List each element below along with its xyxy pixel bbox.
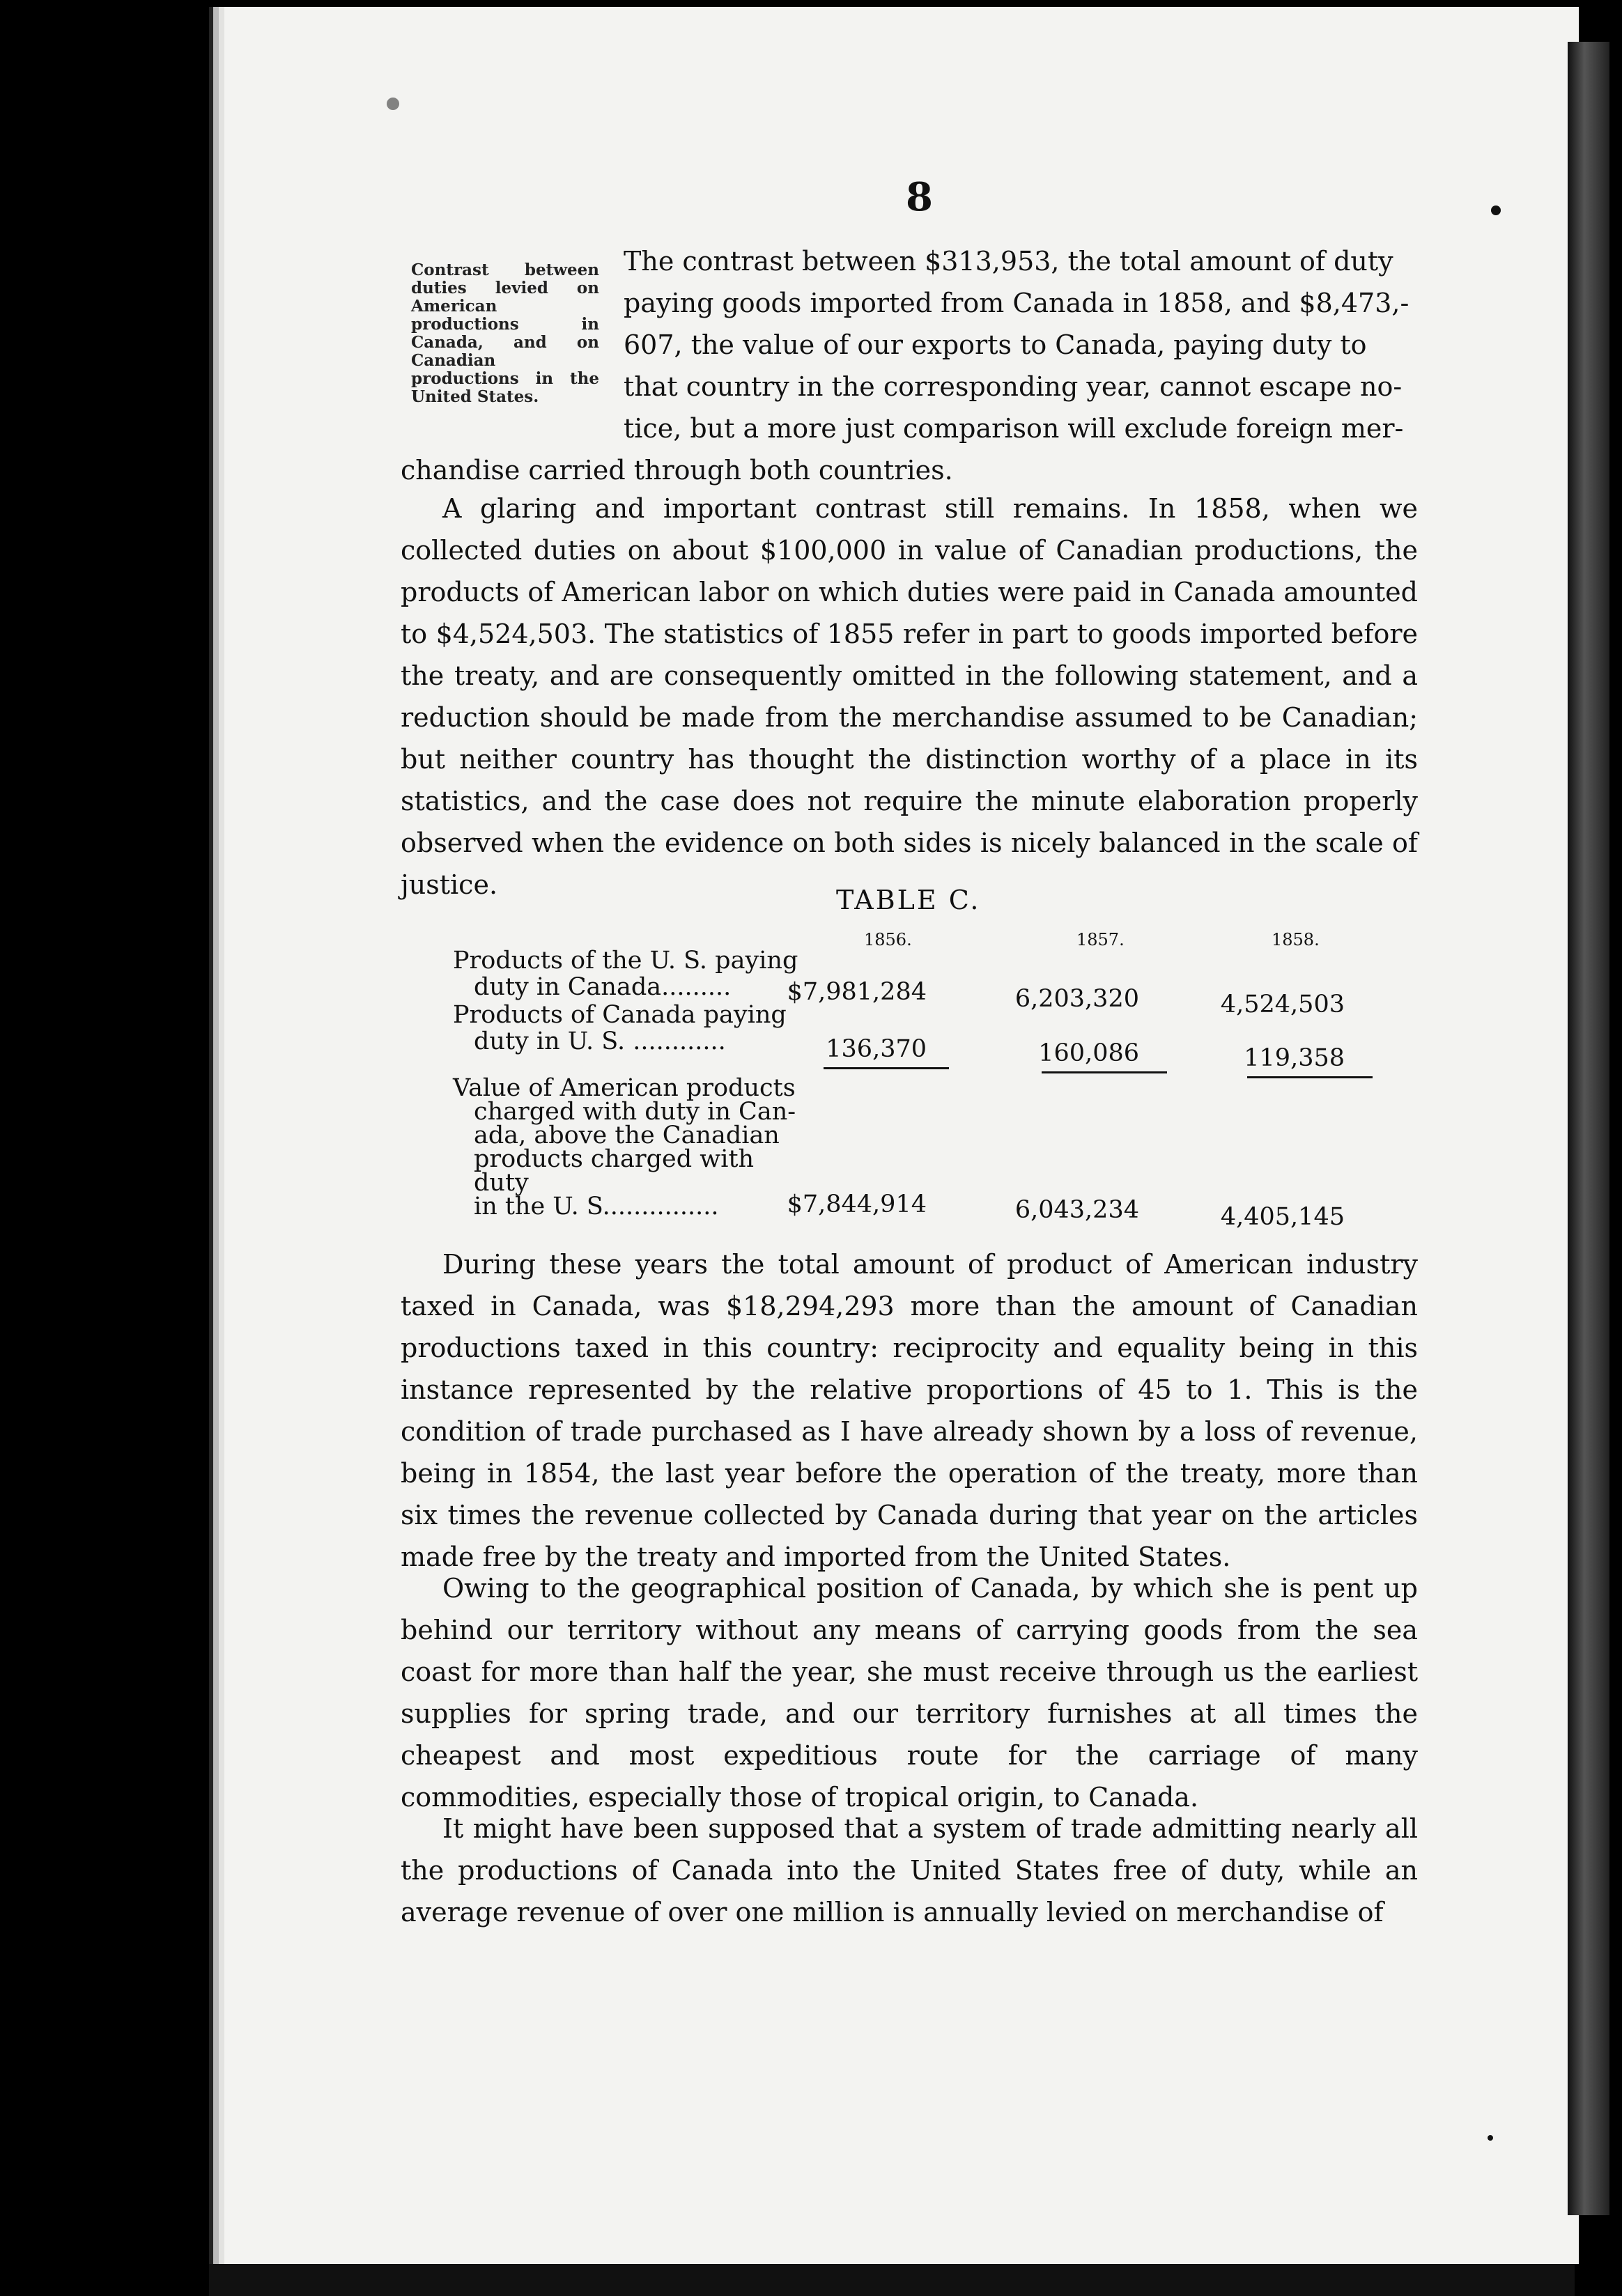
table-cell: 6,203,320 [1014,985,1139,1013]
table-cell: $7,844,914 [787,1190,927,1218]
table-row-label [453,1002,801,1055]
table-cell: 6,043,234 [1014,1196,1139,1224]
ink-speck [387,98,399,110]
table-cell: 136,370 [826,1035,927,1063]
table-title: TABLE C. [836,885,981,915]
paragraph-4: Owing to the geographical position of Canada, by which she is pent up behind our territory without any means of carrying goods from the sea coast for more than half the year, she must receive through us the earliest supplies for spring trade, and our territory furnishes at all times the cheapest and most expeditious route for the carriage of many commodities, especially those of tropical origin, to Canada. [401,1573,1418,1813]
table-row-label-line: Value of American products [453,1074,796,1102]
paragraph-5: It might have been supposed that a system of trade admitting nearly all the productions of Canada into the United States free of duty, while an average revenue of over one million is annually levied on merchandise of [401,1813,1418,1927]
table-underline [824,1067,949,1069]
ink-speck [1491,205,1501,215]
table-row-label-line: Products of Canada paying [453,1001,787,1029]
paragraph-1-line: tice, but a more just comparison will exclude foreign mer- [624,413,1404,444]
paragraph-1-line: 607, the value of our exports to Canada, paying duty to [624,329,1367,360]
table-row-label-line: ada, above the Canadian [474,1122,780,1149]
table-underline [1247,1076,1373,1078]
table-row-label [453,1076,801,1218]
table-row-label [453,947,801,1000]
paragraph-1 [401,240,1418,491]
table-cell: 4,405,145 [1220,1203,1345,1231]
table-year-header: 1857. [1076,930,1125,949]
scan-bottom-border [209,2264,1575,2296]
paragraph-2: A glaring and important contrast still remains. In 1858, when we collected duties on about $100,000 in value of Canadian productions, the products of American labor on which duties were paid in Canada amounted to $4,524,503. The statistics of 1855 refer in part to goods imported before the treaty, and are consequently omitted in the following statement, and a reduction should be made from the merchandise assumed to be Canadian; but neither country has thought the distinction worthy of a place in its statistics, and the case does not require the minute elaboration properly observed when the evidence on both sides is nicely balanced in the scale of justice. [401,493,1418,900]
table-row-label-line: duty in Canada......... [474,973,732,1001]
paragraph-1-line: that country in the corresponding year, cannot escape no- [624,371,1403,402]
table-cell: 119,358 [1244,1044,1345,1072]
table-row-label-line: charged with duty in Can- [474,1098,796,1126]
table-underline [1042,1071,1167,1073]
margin-note: Contrast between duties levied on American productions in Canada, and on Canadian productions in the United States. [411,261,599,406]
table-year-header: 1858. [1272,930,1320,949]
table-row-label-line: in the U. S............... [474,1193,719,1220]
paragraph-1-line: The contrast between $313,953, the total amount of duty [624,246,1393,277]
table-row-label-line: duty in U. S. ............ [474,1027,726,1055]
table-cell: $7,981,284 [787,978,927,1006]
ink-speck [1488,2135,1493,2141]
paragraph-3: During these years the total amount of product of American industry taxed in Canada, was $18,294,293 more than the amount of Canadian productions taxed in this country: reciprocity and equality being in this instance represented by the relative proportions of 45 to 1. This is the condition of trade purchased as I have already shown by a loss of revenue, being in 1854, the last year before the operation of the treaty, more than six times the revenue collected by Canada during that year on the articles made free by the treaty and imported from the United States. [401,1249,1418,1572]
table-row-label-line: products charged with duty [474,1145,755,1197]
table-row-label-line: Products of the U. S. paying [453,947,798,975]
table-cell: 160,086 [1038,1039,1139,1067]
table-cell: 4,524,503 [1220,991,1345,1018]
page-edge-shadow [1568,42,1609,2215]
paragraph-1-line: chandise carried through both countries. [401,455,953,486]
paragraph-1-line: paying goods imported from Canada in 1858, and $8,473,- [624,288,1409,318]
table-year-header: 1856. [864,930,912,949]
page-number: 8 [906,174,933,220]
